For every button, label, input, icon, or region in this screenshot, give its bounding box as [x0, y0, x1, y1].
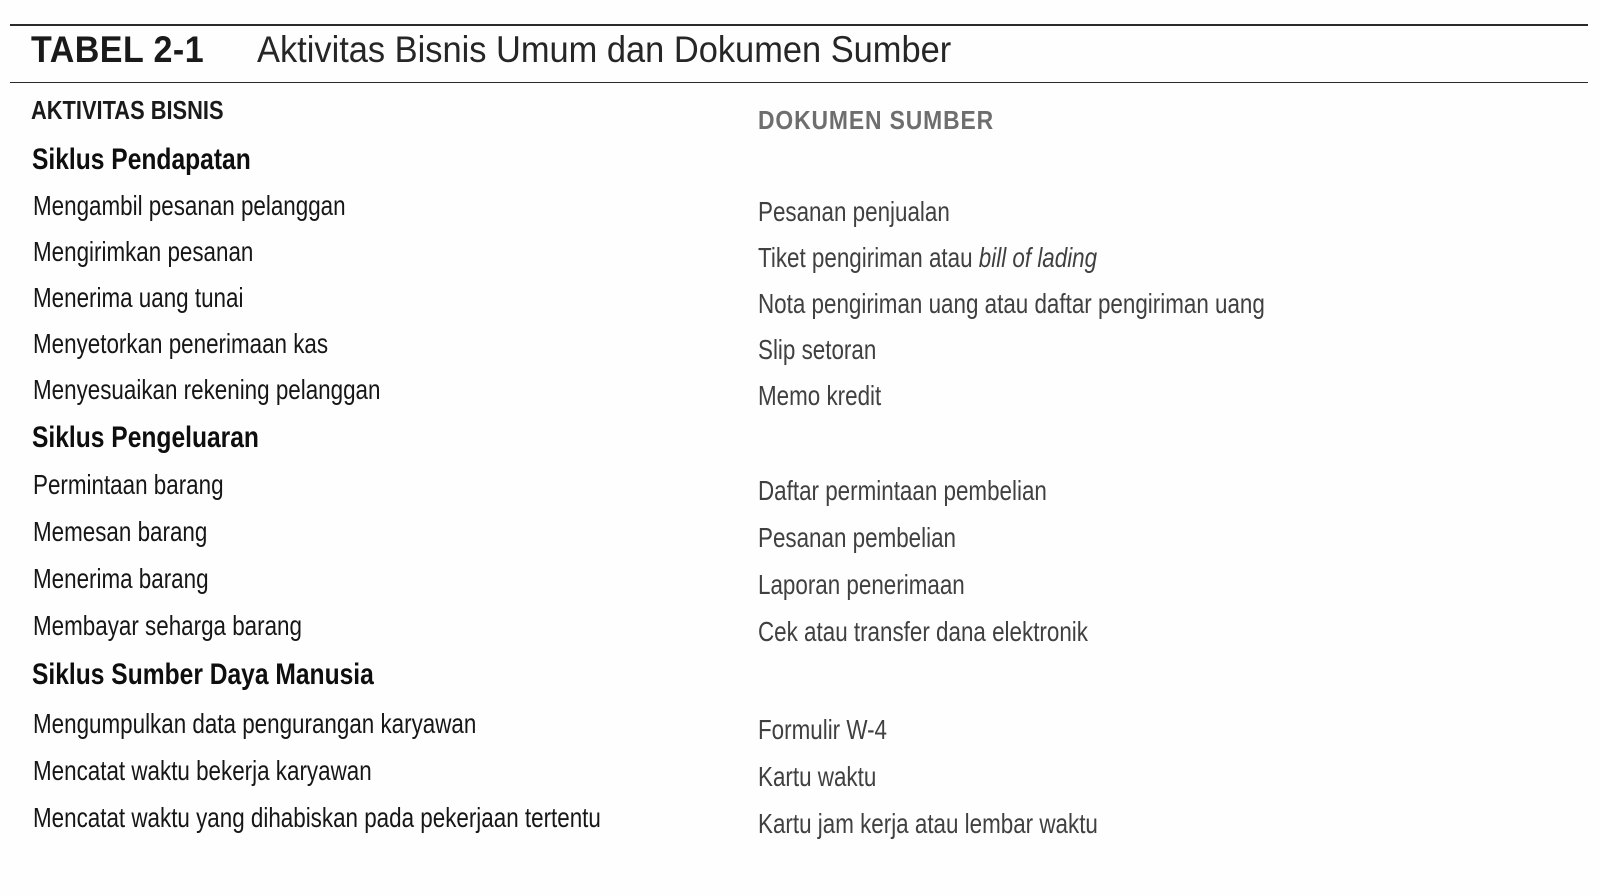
table-row: [0, 798, 1600, 844]
document-cell: Pesanan pembelian: [758, 522, 957, 553]
document-cell: Laporan penerimaan: [758, 569, 965, 600]
section-title: Siklus Pengeluaran: [32, 421, 259, 454]
column-header-document: DOKUMEN SUMBER: [758, 105, 995, 135]
activity-cell: Membayar seharga barang: [33, 610, 302, 641]
document-cell: [758, 238, 1097, 278]
table-row: [0, 324, 1600, 370]
document-cell: Kartu waktu: [758, 761, 877, 792]
section-title: Siklus Sumber Daya Manusia: [32, 658, 374, 691]
section-title: Siklus Pendapatan: [32, 143, 251, 176]
activity-cell: Mengumpulkan data pengurangan karyawan: [33, 708, 477, 739]
section-row: [0, 655, 1600, 701]
document-italic-text: bill of lading: [978, 242, 1098, 273]
activity-cell: Memesan barang: [33, 516, 208, 547]
activity-cell: Menyesuaikan rekening pelanggan: [33, 374, 381, 405]
activity-cell: Menerima uang tunai: [33, 282, 244, 313]
table-row: [0, 232, 1600, 278]
document-cell: Slip setoran: [758, 334, 877, 365]
table-label: TABEL 2-1: [31, 29, 205, 70]
column-header-activity: AKTIVITAS BISNIS: [31, 95, 224, 125]
section-row: [0, 140, 1600, 186]
table-row: [0, 751, 1600, 797]
table-row: [0, 278, 1600, 324]
table-row: [0, 186, 1600, 232]
table-row: [0, 465, 1600, 511]
activity-cell: Menerima barang: [33, 563, 209, 594]
table-row: [0, 704, 1600, 750]
document-cell: Nota pengiriman uang atau daftar pengiriman uang: [758, 288, 1265, 319]
activity-cell: Mengambil pesanan pelanggan: [33, 190, 346, 221]
table-title: Aktivitas Bisnis Umum dan Dokumen Sumber: [257, 29, 952, 70]
activity-cell: Mengirimkan pesanan: [33, 236, 254, 267]
document-cell: Formulir W-4: [758, 714, 888, 745]
document-cell: Daftar permintaan pembelian: [758, 475, 1047, 506]
document-text: Tiket pengiriman atau: [758, 242, 979, 273]
activity-cell: Mencatat waktu bekerja karyawan: [33, 755, 372, 786]
document-cell: Kartu jam kerja atau lembar waktu: [758, 808, 1098, 839]
table-row: [0, 370, 1600, 416]
table-row: [0, 606, 1600, 652]
activity-cell: Mencatat waktu yang dihabiskan pada pekerjaan tertentu: [33, 802, 601, 833]
document-cell: Pesanan penjualan: [758, 196, 950, 227]
document-cell: Cek atau transfer dana elektronik: [758, 616, 1088, 647]
section-row: [0, 418, 1600, 464]
table-row: [0, 512, 1600, 558]
document-cell: Memo kredit: [758, 380, 882, 411]
activity-cell: Permintaan barang: [33, 469, 224, 500]
activity-cell: Menyetorkan penerimaan kas: [33, 328, 329, 359]
table-row: [0, 559, 1600, 605]
